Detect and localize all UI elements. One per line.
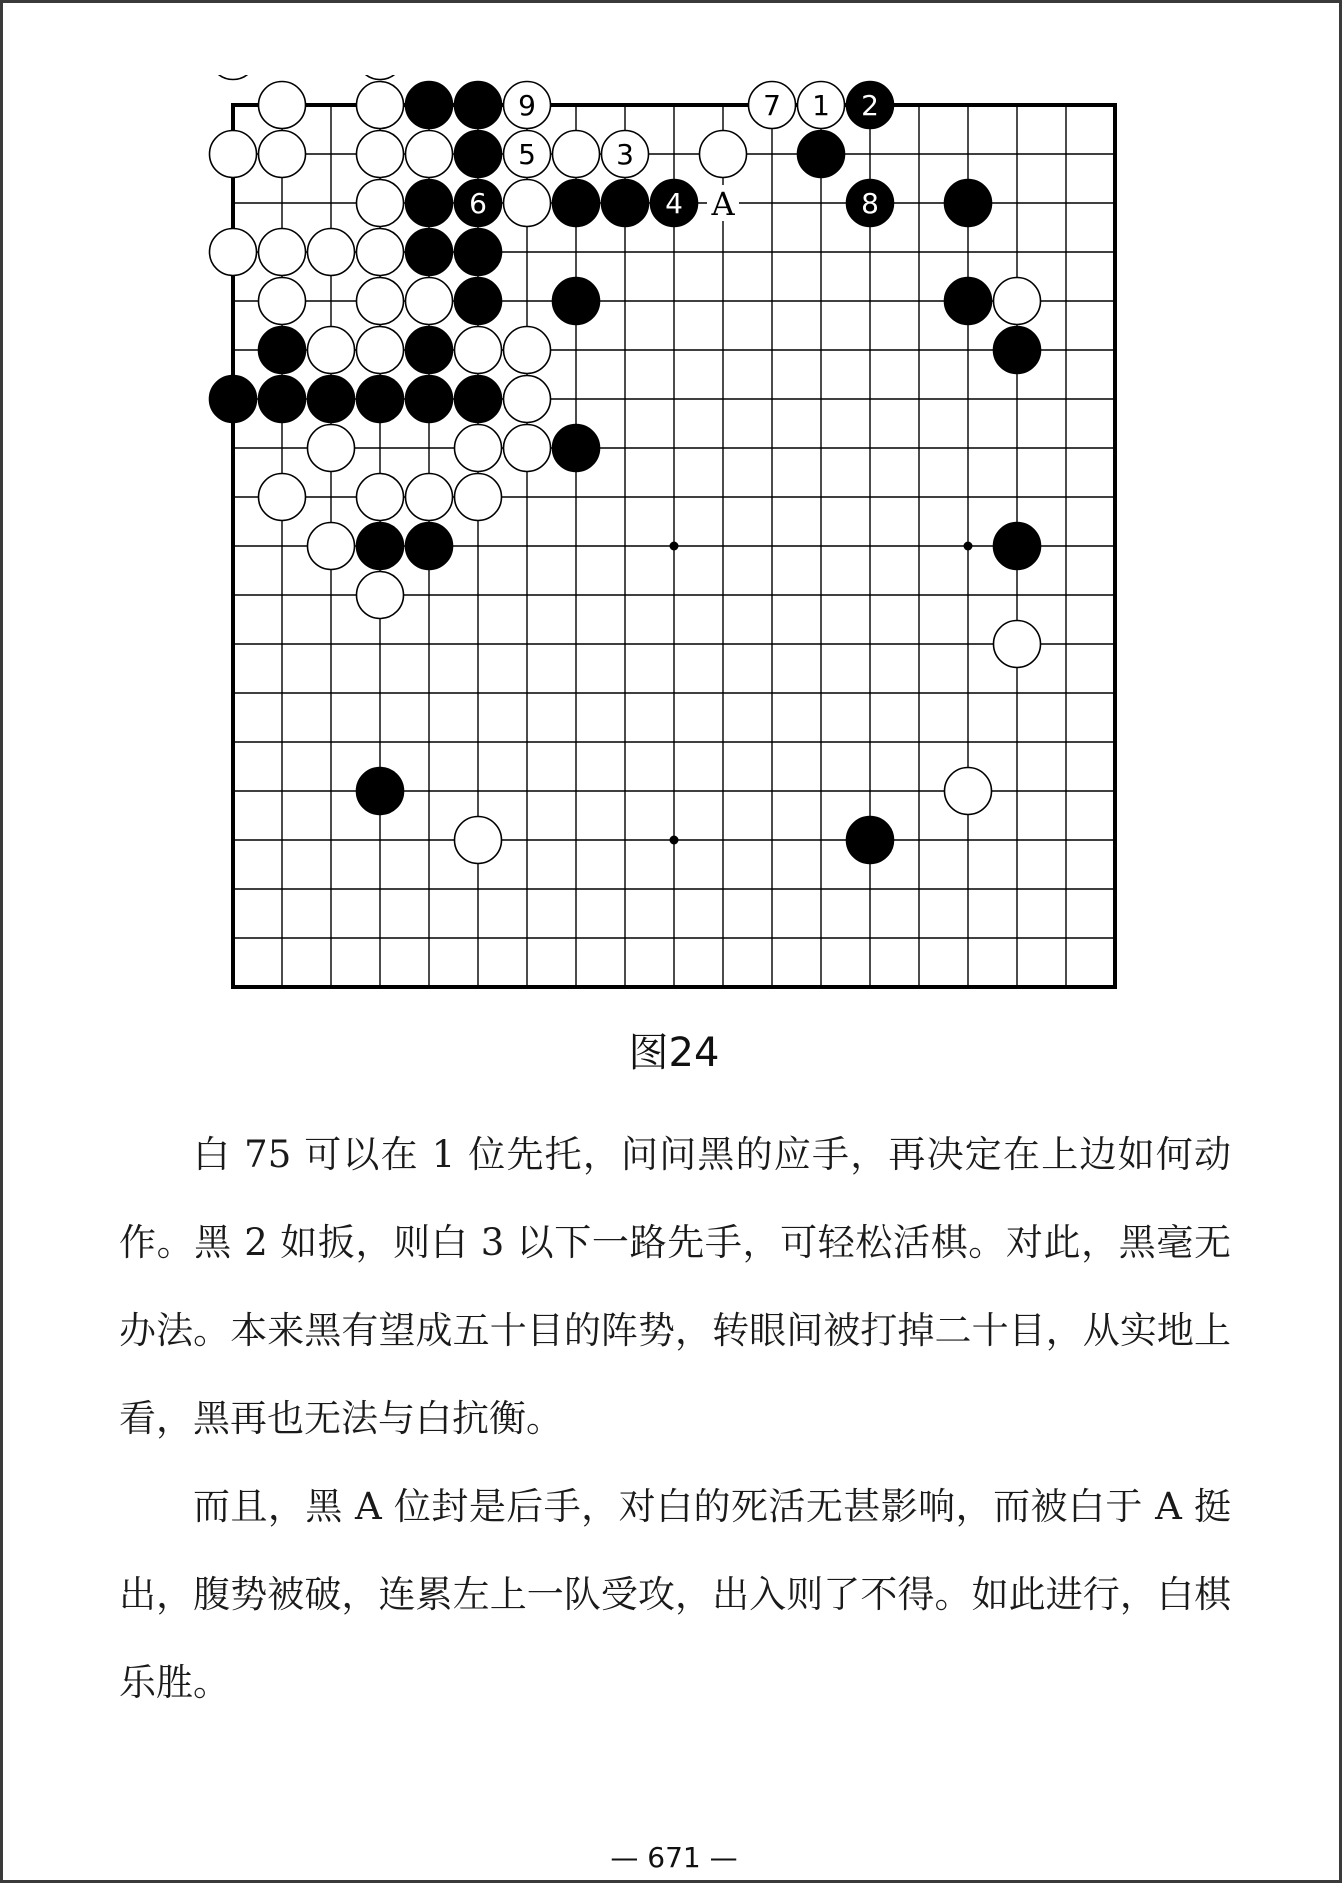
black-stone	[357, 523, 404, 570]
go-board-diagram	[193, 75, 1143, 1005]
white-stone	[357, 131, 404, 178]
white-stone	[994, 278, 1041, 325]
move-number: 1	[812, 89, 830, 122]
move-number: 6	[469, 187, 487, 220]
star-point	[964, 542, 973, 551]
white-stone	[357, 229, 404, 276]
black-stone	[455, 376, 502, 423]
black-stone	[406, 523, 453, 570]
white-stone	[357, 474, 404, 521]
white-stone	[504, 425, 551, 472]
black-stone	[798, 131, 845, 178]
white-stone	[357, 180, 404, 227]
black-stone	[553, 278, 600, 325]
white-stone	[357, 327, 404, 374]
move-number: 5	[518, 138, 536, 171]
white-stone	[406, 278, 453, 325]
black-stone	[406, 180, 453, 227]
black-stone	[553, 425, 600, 472]
black-stone	[455, 131, 502, 178]
white-stone	[700, 131, 747, 178]
move-number: 2	[861, 89, 879, 122]
black-stone	[994, 327, 1041, 374]
white-stone	[259, 278, 306, 325]
white-stone	[308, 425, 355, 472]
white-stone	[308, 523, 355, 570]
body-text	[119, 1111, 1231, 1727]
white-stone	[259, 229, 306, 276]
white-stone	[259, 82, 306, 129]
black-stone	[455, 82, 502, 129]
white-stone	[357, 75, 404, 80]
black-stone	[994, 523, 1041, 570]
star-point	[670, 836, 679, 845]
white-stone	[406, 131, 453, 178]
white-stone	[259, 474, 306, 521]
white-stone	[259, 131, 306, 178]
paragraph-1: 白 75 可以在 1 位先托，问问黑的应手，再决定在上边如何动作。黑 2 如扳，则白 3 以下一路先手，可轻松活棋。对此，黑毫无办法。本来黑有望成五十目的阵势，转眼间被打掉二十目，从实地上看，黑再也无法与白抗衡。	[119, 1133, 1231, 1440]
move-number: 8	[861, 187, 879, 220]
black-stone	[406, 327, 453, 374]
black-stone	[357, 768, 404, 815]
black-stone	[210, 376, 257, 423]
black-stone	[406, 376, 453, 423]
white-stone	[210, 131, 257, 178]
black-stone	[847, 817, 894, 864]
move-number: 7	[763, 89, 781, 122]
white-stone	[210, 229, 257, 276]
white-stone	[210, 75, 257, 80]
white-stone	[504, 327, 551, 374]
black-stone	[308, 376, 355, 423]
black-stone	[455, 229, 502, 276]
black-stone	[406, 82, 453, 129]
white-stone	[357, 82, 404, 129]
black-stone	[357, 376, 404, 423]
black-stone	[406, 229, 453, 276]
black-stone	[602, 180, 649, 227]
white-stone	[455, 327, 502, 374]
move-number: 9	[518, 89, 536, 122]
black-stone	[945, 278, 992, 325]
white-stone	[945, 768, 992, 815]
move-number: 4	[665, 187, 683, 220]
star-point	[670, 542, 679, 551]
white-stone	[357, 278, 404, 325]
white-stone	[504, 180, 551, 227]
white-stone	[308, 327, 355, 374]
white-stone	[553, 131, 600, 178]
move-number: 3	[616, 138, 634, 171]
page-number: — 671 —	[610, 1841, 738, 1874]
white-stone	[308, 229, 355, 276]
black-stone	[553, 180, 600, 227]
black-stone	[259, 376, 306, 423]
white-stone	[455, 425, 502, 472]
white-stone	[455, 474, 502, 521]
paragraph-2: 而且，黑 A 位封是后手，对白的死活无甚影响，而被白于 A 挺出，腹势被破，连累左上一队受攻，出入则了不得。如此进行，白棋乐胜。	[119, 1485, 1231, 1704]
white-stone	[994, 621, 1041, 668]
black-stone	[259, 327, 306, 374]
white-stone	[455, 817, 502, 864]
white-stone	[504, 376, 551, 423]
white-stone	[406, 474, 453, 521]
mark-label: A	[711, 185, 735, 223]
figure-caption: 图24	[628, 1030, 720, 1076]
white-stone	[357, 572, 404, 619]
black-stone	[455, 278, 502, 325]
black-stone	[945, 180, 992, 227]
